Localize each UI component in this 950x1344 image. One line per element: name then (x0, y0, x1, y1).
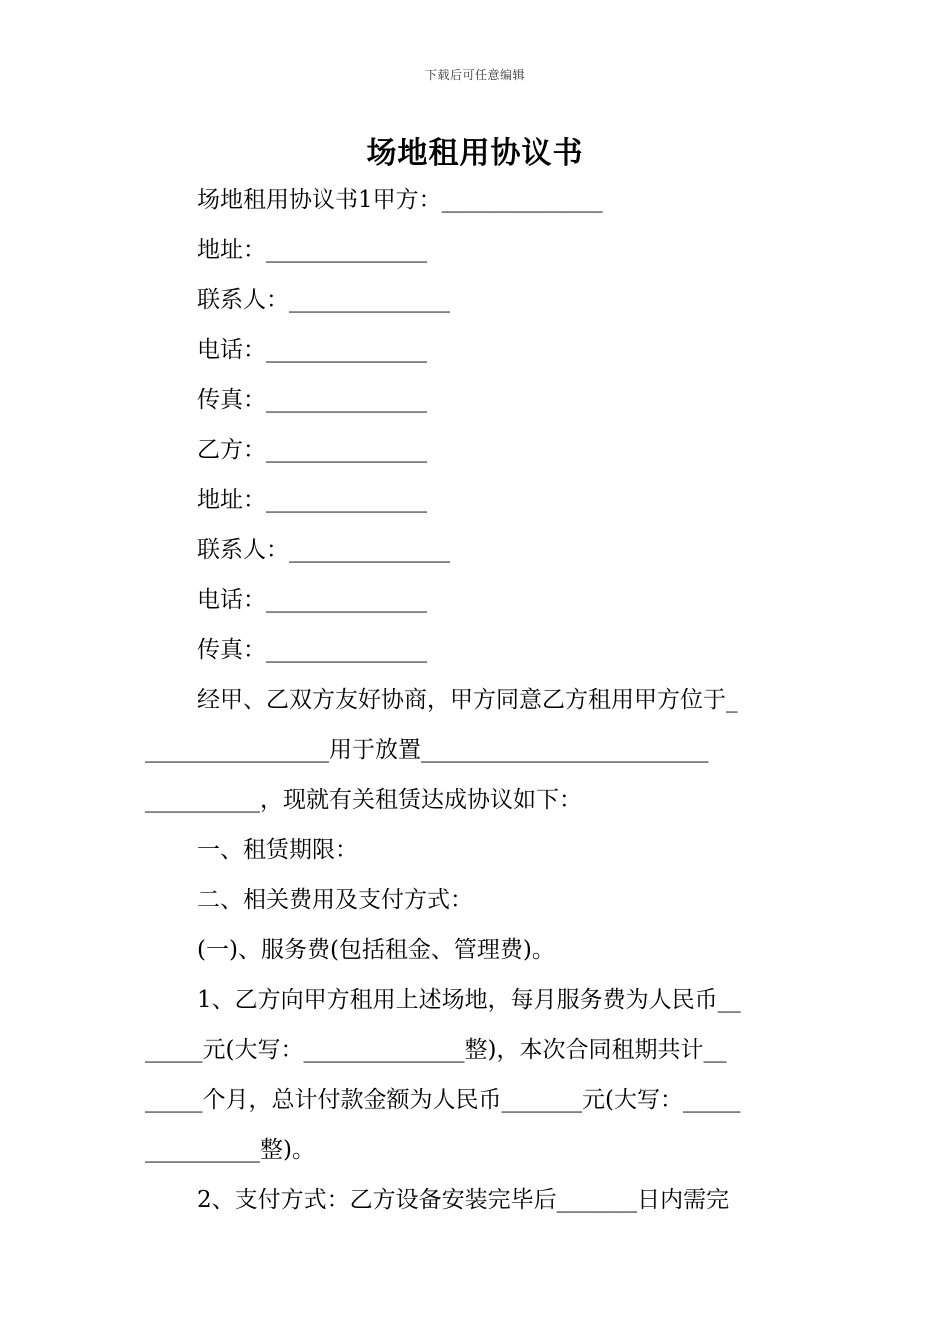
party-b-phone: 电话：______________ (197, 587, 427, 613)
agreement-intro-line-3: __________，现就有关租赁达成协议如下： (145, 787, 582, 813)
section-fees-payment: 二、相关费用及支付方式： (197, 887, 473, 913)
party-a-fax: 传真：______________ (197, 387, 427, 413)
document-title: 场地租用协议书 (366, 136, 584, 171)
clause-1-line-4: __________整)。 (145, 1137, 315, 1163)
clause-1-line-3: _____个月，总计付款金额为人民币_______元(大写：_____ (145, 1087, 741, 1113)
party-a-contact: 联系人：______________ (197, 287, 450, 313)
section-lease-term: 一、租赁期限： (197, 837, 358, 863)
clause-2-line-1: 2、支付方式：乙方设备安装完毕后_______日内需完 (197, 1187, 730, 1213)
document-body (145, 178, 810, 1228)
party-b-contact: 联系人：______________ (197, 537, 450, 563)
clause-1-line-2: _____元(大写：______________整)，本次合同租期共计__ (145, 1037, 727, 1063)
party-a-heading: 场地租用协议书1甲方：______________ (197, 187, 603, 213)
party-a-address: 地址：______________ (197, 237, 427, 263)
agreement-intro-line-1: 经甲、乙双方友好协商，甲方同意乙方租用甲方位于_ (197, 687, 738, 713)
party-b-address: 地址：______________ (197, 487, 427, 513)
party-b-heading: 乙方：______________ (197, 437, 427, 463)
subsection-service-fee: (一)、服务费(包括租金、管理费)。 (197, 937, 555, 963)
page-header-note: 下载后可任意编辑 (424, 68, 525, 82)
clause-1-line-1: 1、乙方向甲方租用上述场地，每月服务费为人民币__ (197, 987, 741, 1013)
party-a-phone: 电话：______________ (197, 337, 427, 363)
agreement-intro-line-2: ________________用于放置_________________________ (145, 737, 709, 763)
party-b-fax: 传真：______________ (197, 637, 427, 663)
